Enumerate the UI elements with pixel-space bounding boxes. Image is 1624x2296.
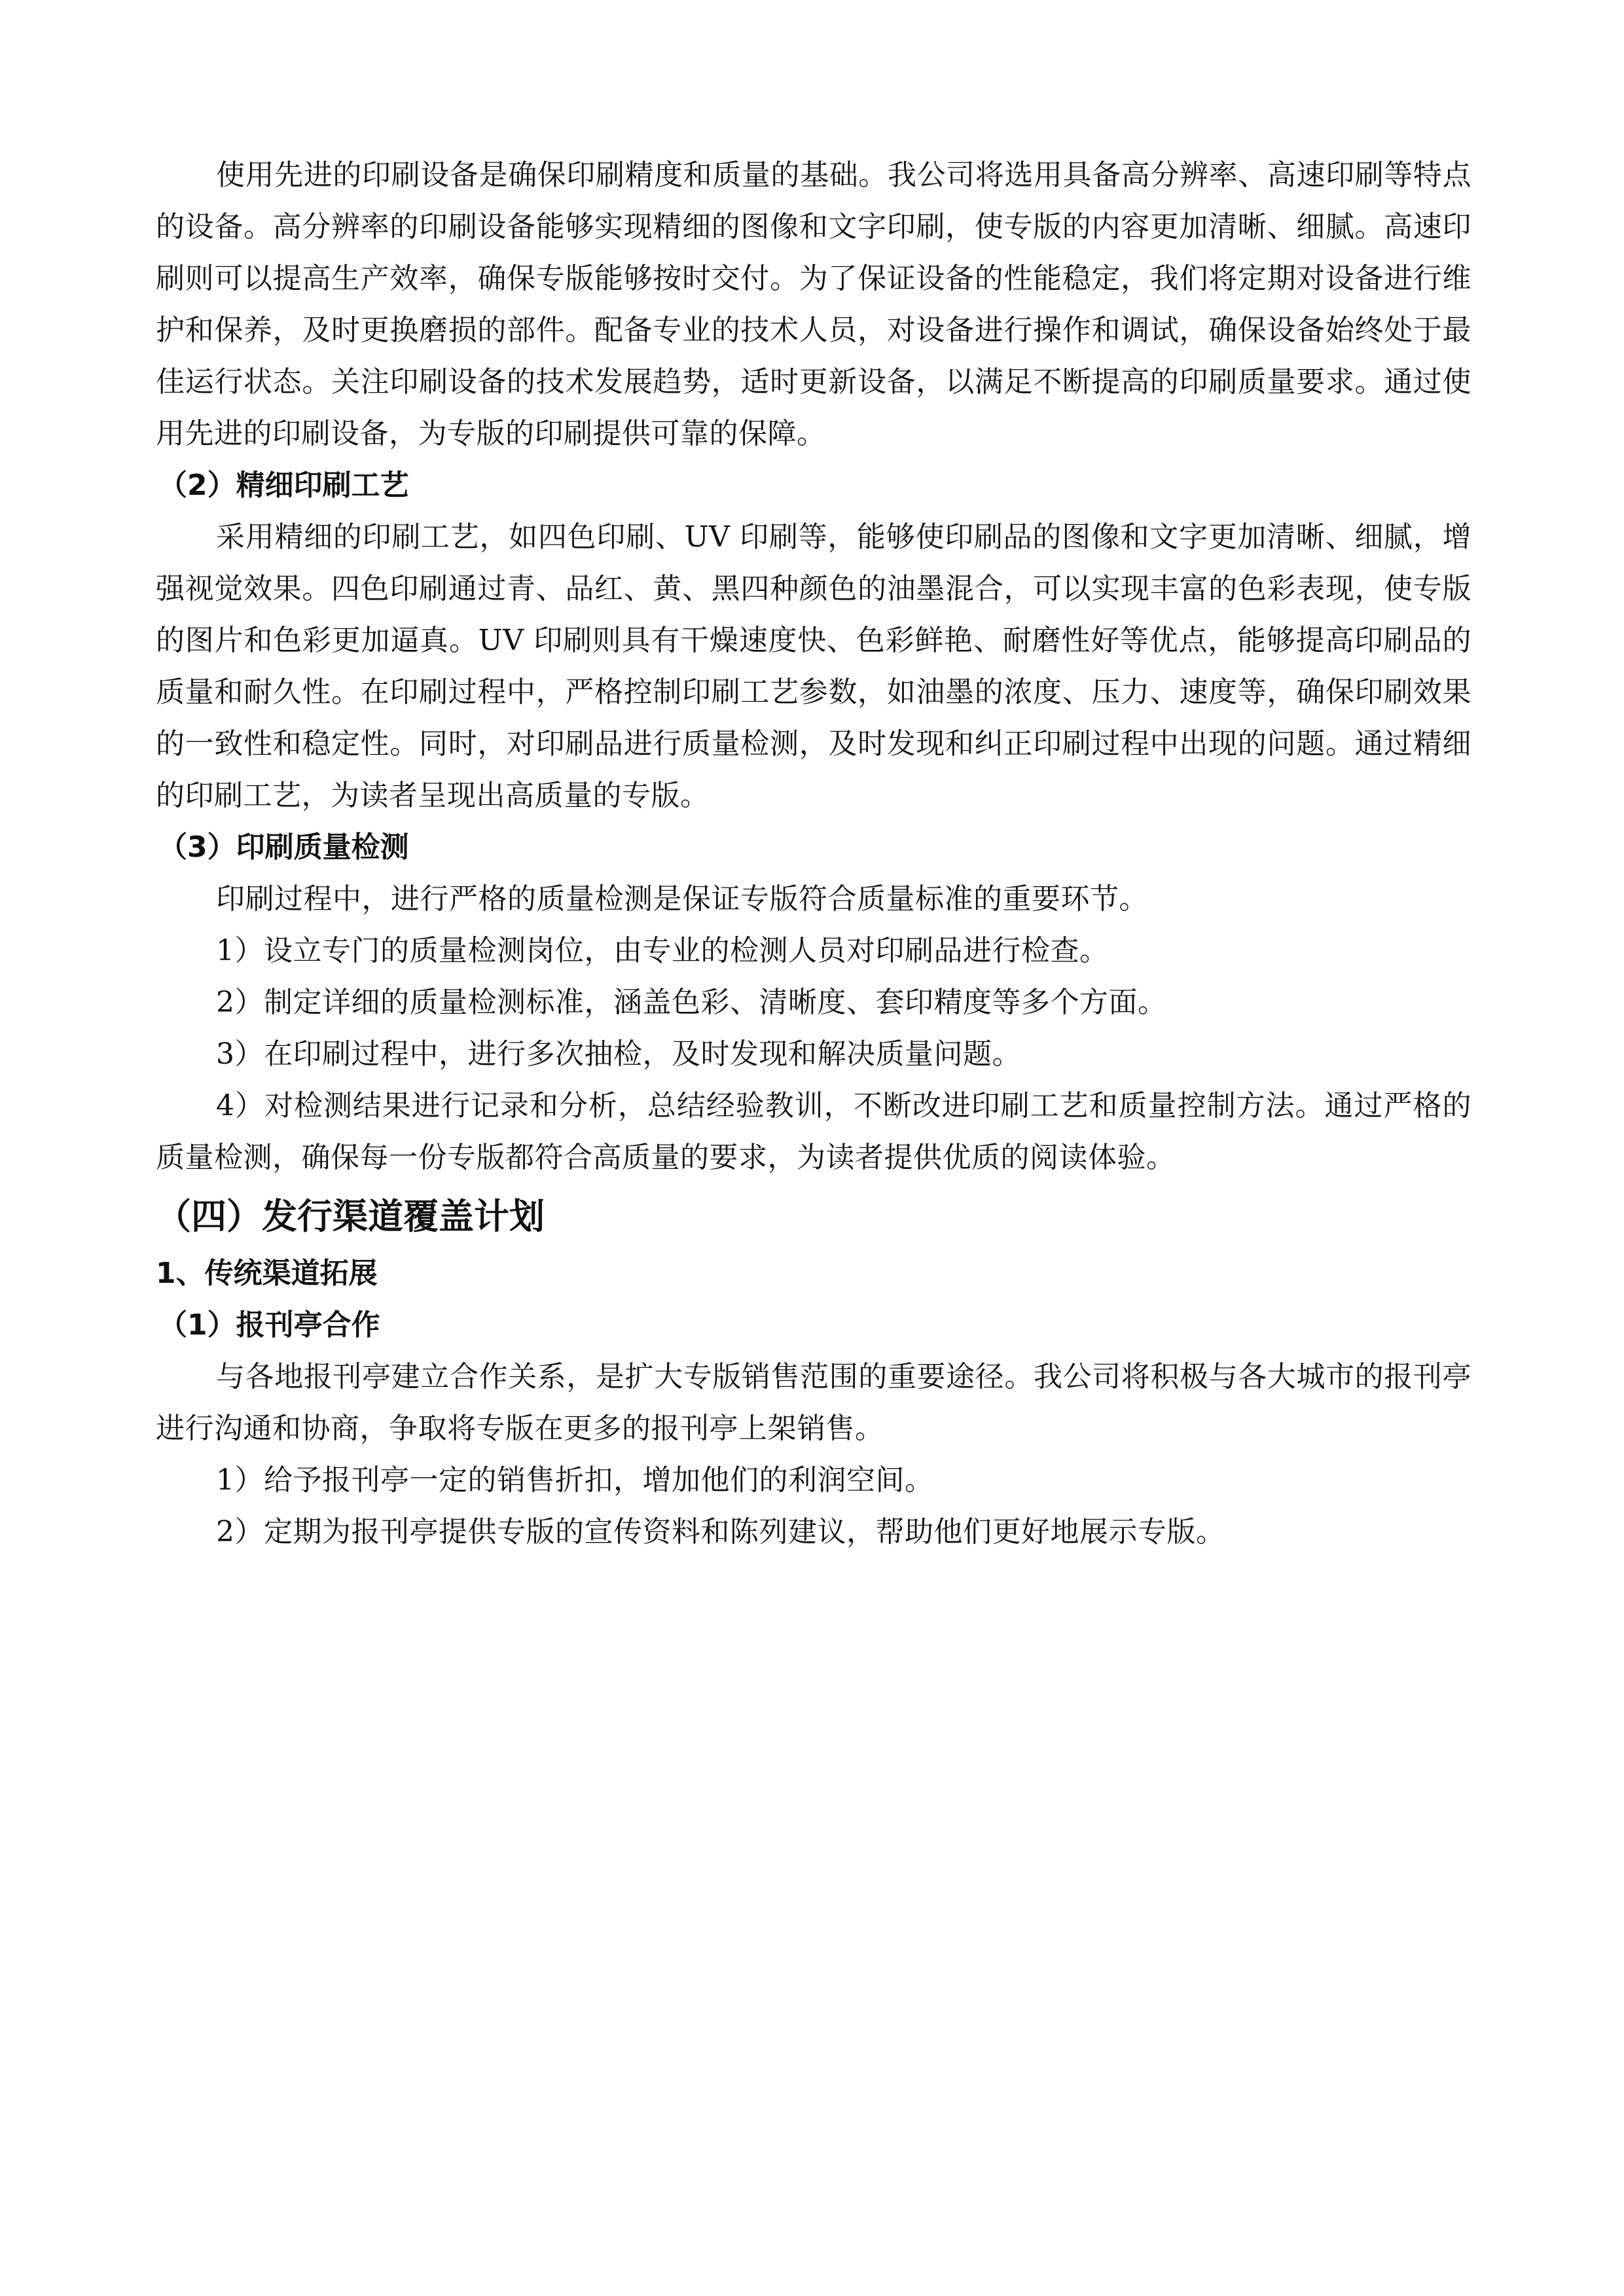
paragraph-newsstand-cooperation: 与各地报刊亭建立合作关系，是扩大专版销售范围的重要途径。我公司将积极与各大城市的报刊亭进行沟通和协商，争取将专版在更多的报刊亭上架销售。 [156, 1360, 1471, 1445]
list-item-inspection-3: 3）在印刷过程中，进行多次抽检，及时发现和解决质量问题。 [216, 1037, 1021, 1071]
list-item-inspection-4: 4）对检测结果进行记录和分析，总结经验教训，不断改进印刷工艺和质量控制方法。通过严格的质量检测，确保每一份专版都符合高质量的要求，为读者提供优质的阅读体验。 [156, 1089, 1471, 1174]
paragraph-fine-printing-process: 采用精细的印刷工艺，如四色印刷、UV 印刷等，能够使印刷品的图像和文字更加清晰、细腻，增强视觉效果。四色印刷通过青、品红、黄、黑四种颜色的油墨混合，可以实现丰富的色彩表现，使专版的图片和色彩更加逼真。UV 印刷则具有干燥速度快、色彩鲜艳、耐磨性好等优点，能够提高印刷品的质量和耐久性。在印刷过程中，严格控制印刷工艺参数，如油墨的浓度、压力、速度等，确保印刷效果的一致性和稳定性。同时，对印刷品进行质量检测，及时发现和纠正印刷过程中出现的问题。通过精细的印刷工艺，为读者呈现出高质量的专版。 [156, 520, 1471, 812]
section-heading-distribution-plan: （四）发行渠道覆盖计划 [156, 1196, 545, 1237]
list-item-inspection-1: 1）设立专门的质量检测岗位，由专业的检测人员对印刷品进行检查。 [216, 934, 1109, 967]
document-body [156, 149, 1471, 1558]
paragraph-quality-inspection-intro: 印刷过程中，进行严格的质量检测是保证专版符合质量标准的重要环节。 [216, 882, 1148, 916]
list-item-inspection-2: 2）制定详细的质量检测标准，涵盖色彩、清晰度、套印精度等多个方面。 [216, 986, 1167, 1019]
heading-fine-printing-process: （2）精细印刷工艺 [158, 469, 409, 502]
list-item-newsstand-1: 1）给予报刊亭一定的销售折扣，增加他们的利润空间。 [216, 1463, 934, 1497]
heading-print-quality-inspection: （3）印刷质量检测 [158, 831, 409, 864]
heading-traditional-channels: 1、传统渠道拓展 [156, 1257, 378, 1290]
paragraph-printing-equipment: 使用先进的印刷设备是确保印刷精度和质量的基础。我公司将选用具备高分辨率、高速印刷等特点的设备。高分辨率的印刷设备能够实现精细的图像和文字印刷，使专版的内容更加清晰、细腻。高速印刷则可以提高生产效率，确保专版能够按时交付。为了保证设备的性能稳定，我们将定期对设备进行维护和保养，及时更换磨损的部件。配备专业的技术人员，对设备进行操作和调试，确保设备始终处于最佳运行状态。关注印刷设备的技术发展趋势，适时更新设备，以满足不断提高的印刷质量要求。通过使用先进的印刷设备，为专版的印刷提供可靠的保障。 [156, 158, 1471, 450]
list-item-newsstand-2: 2）定期为报刊亭提供专版的宣传资料和陈列建议，帮助他们更好地展示专版。 [216, 1515, 1225, 1549]
heading-newsstand-cooperation: （1）报刊亭合作 [158, 1308, 380, 1342]
